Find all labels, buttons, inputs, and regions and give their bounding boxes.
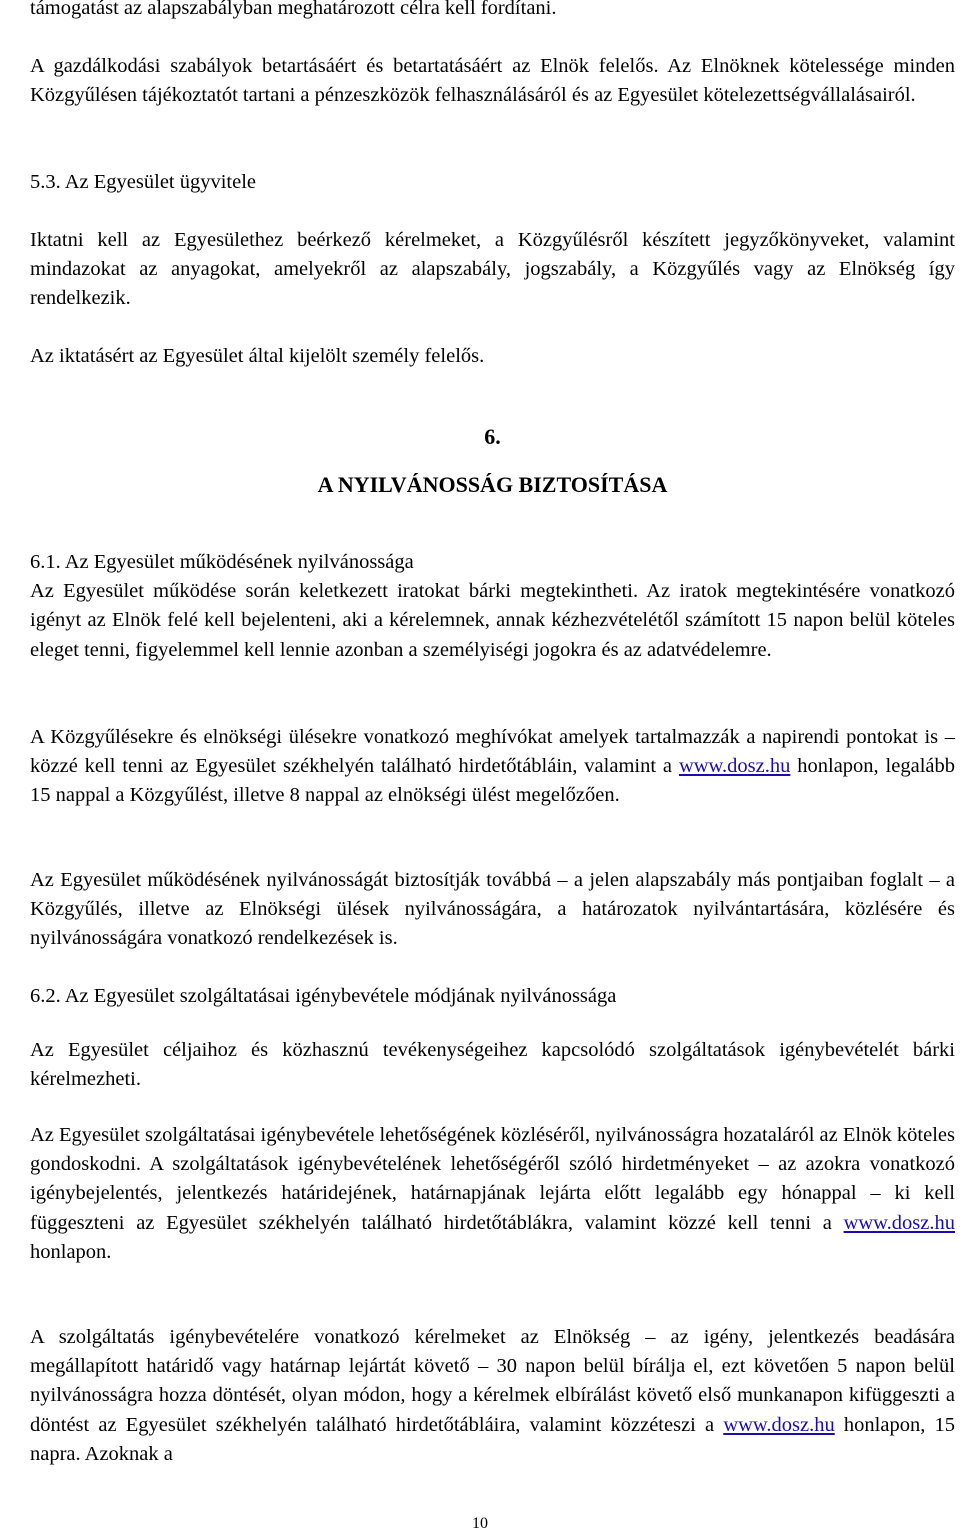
paragraph-text: Az iktatásért az Egyesület által kijelölt személy felelős. bbox=[30, 345, 485, 367]
paragraph-text bbox=[30, 723, 955, 811]
chapter-number-text: 6. bbox=[484, 424, 501, 449]
text-span: Az Egyesület szolgáltatásai igénybevétele lehetőségének közléséről, nyilvánosságra hozataláról az Elnök köteles gondoskodni. A szolgáltatások igénybevételének lehetőségéről szóló hirdetményeket – az azokra vonatkozó igénybejelentés, jelentkezés határidejének, határnapjának lejárta előtt legalább egy hónappal – ki kell függeszteni az Egyesület székhelyén található hirdetőtáblákra, valamint közzé kell tenni a bbox=[30, 1124, 955, 1234]
section-6-1 bbox=[30, 548, 955, 665]
paragraph-services-request bbox=[30, 1036, 955, 1094]
text-span: honlapon, legalább 15 nappal a Közgyűlést, illetve 8 nappal az elnökségi ülést megelőzően. bbox=[30, 755, 955, 807]
paragraph-text: Iktatni kell az Egyesülethez beérkező kérelmeket, a Közgyűlésről készített jegyzőkönyveket, valamint mindazokat az anyagokat, amelyekről az alapszabály, jogszabály, a Közgyűlés vagy az Elnökség így rendelkezik. bbox=[30, 229, 955, 310]
paragraph-text: támogatást az alapszabályban meghatározott célra kell fordítani. bbox=[30, 0, 557, 19]
section-heading-6-2 bbox=[30, 982, 955, 1011]
paragraph-invitations bbox=[30, 723, 955, 811]
paragraph-publicity bbox=[30, 866, 955, 954]
heading-text: 5.3. Az Egyesület ügyvitele bbox=[30, 171, 257, 193]
paragraph-text: A gazdálkodási szabályok betartásáért és betartatásáért az Elnök felelős. Az Elnöknek kötelessége minden Közgyűlésen tájékoztatót tartani a pénzeszközök felhasználásáról és az Egyesület kötelezettségvállalásairól. bbox=[30, 55, 955, 107]
page-number: 10 bbox=[472, 1515, 488, 1532]
paragraph-text: Az Egyesület működése során keletkezett iratokat bárki megtekintheti. Az iratok megtekintésére vonatkozó igényt az Elnök felé kell bejelenteni, aki a kérelemnek, annak kézhezvételétől számított 15 napon belül köteles eleget tenni, figyelemmel kell lennie azonban a személyiségi jogokra és az adatvédelemre. bbox=[30, 580, 955, 661]
section-heading-5-3 bbox=[30, 168, 955, 197]
text-span: honlapon. bbox=[30, 1240, 112, 1263]
paragraph-text: Az Egyesület működésének nyilvánosságát biztosítják továbbá – a jelen alapszabály más pontjaiban foglalt – a Közgyűlés, illetve az Elnökségi ülések nyilvánosságára, a határozatok nyilvántartására, közlésére és nyilvánosságára vonatkozó rendelkezések is. bbox=[30, 869, 955, 950]
dosz-link[interactable]: www.dosz.hu bbox=[678, 755, 791, 778]
text-span: honlapon, 15 napra. Azoknak a bbox=[30, 1413, 956, 1465]
paragraph-services-notice bbox=[30, 1121, 955, 1267]
paragraph-management bbox=[30, 52, 955, 110]
paragraph-text bbox=[30, 1323, 955, 1469]
dosz-link[interactable]: www.dosz.hu bbox=[723, 1413, 835, 1436]
chapter-title-text: A NYILVÁNOSSÁG BIZTOSÍTÁSA bbox=[317, 472, 668, 497]
dosz-link[interactable]: www.dosz.hu bbox=[843, 1211, 955, 1234]
text-span: A szolgáltatás igénybevételére vonatkozó kérelmeket az Elnökség – az igény, jelentkezés beadására megállapított határidő vagy határnap lejártát követő – 30 napon belül bírálja el, ezt követően 5 napon belül nyilvánosságra hozza döntését, olyan módon, hogy a kérelmek elbírálást követő első munkanapon kifüggeszti a döntést az Egyesület székhelyén található hirdetőtábláira, valamint közzéteszi a bbox=[30, 1326, 955, 1436]
paragraph-continuation bbox=[30, 0, 955, 23]
heading-text: 6.2. Az Egyesület szolgáltatásai igénybevétele módjának nyilvánossága bbox=[30, 985, 617, 1007]
chapter-title bbox=[30, 470, 955, 499]
paragraph-services-decision bbox=[30, 1323, 955, 1469]
chapter-number bbox=[30, 422, 955, 451]
text-span: A Közgyűlésekre és elnökségi ülésekre vonatkozó meghívókat amelyek tartalmazzák a napirendi pontokat is – közzé kell tenni az Egyesület székhelyén található hirdetőtábláin, valamint a bbox=[30, 726, 955, 778]
paragraph-registration bbox=[30, 226, 955, 314]
heading-text: 6.1. Az Egyesület működésének nyilvánossága bbox=[30, 551, 414, 573]
paragraph-text bbox=[30, 1121, 955, 1267]
paragraph-text: Az Egyesület céljaihoz és közhasznú tevékenységeihez kapcsolódó szolgáltatások igénybevételét bárki kérelmezheti. bbox=[30, 1039, 955, 1091]
paragraph-responsibility bbox=[30, 342, 955, 371]
